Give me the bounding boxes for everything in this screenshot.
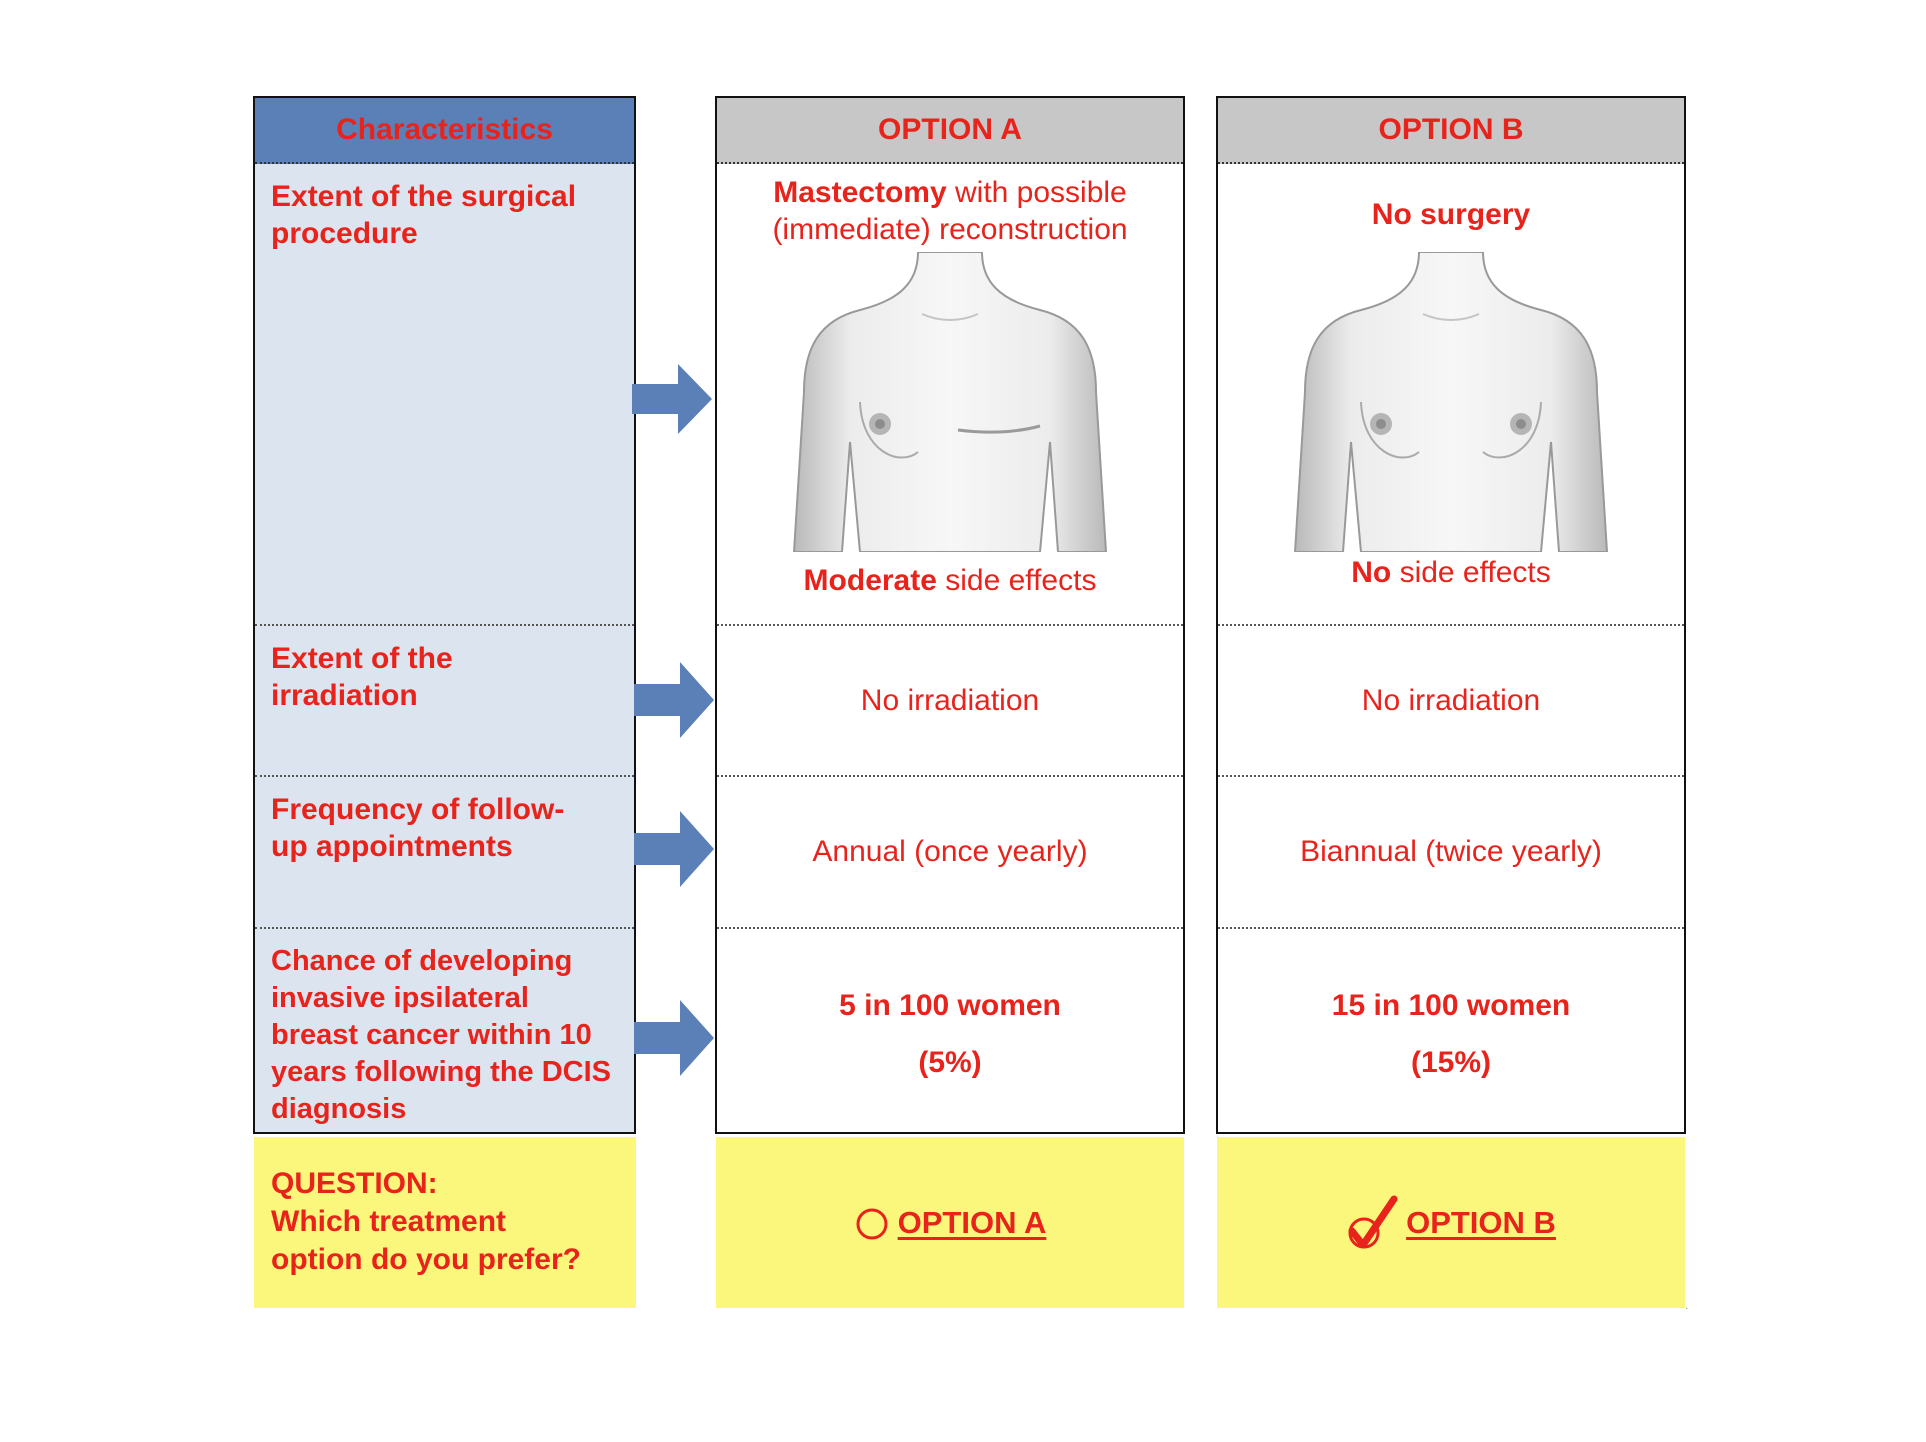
- right-arrow-icon: [634, 811, 716, 887]
- option-a-surgery-text: [717, 174, 1183, 248]
- option-b-risk-line2: (15%): [1410, 1046, 1492, 1079]
- empty-circle-icon[interactable]: [854, 1205, 890, 1241]
- option-a-risk: [717, 977, 1183, 1091]
- option-a-follow-up-cell: [717, 777, 1183, 929]
- option-b-irradiation-cell: [1218, 626, 1684, 777]
- right-arrow-icon: [634, 662, 716, 738]
- option-a-surgery-bold: Mastectomy: [773, 176, 947, 209]
- characteristic-label-risk: Chance of developing invasive ipsilateral breast cancer within 10 years following the DCIS diagnosis: [271, 945, 611, 1125]
- option-b-follow-up: Biannual (twice yearly): [1300, 835, 1602, 868]
- option-a-header: [717, 98, 1183, 164]
- option-a-risk-line2: (5%): [918, 1046, 982, 1079]
- option-b-side-effects-rest: side effects: [1399, 556, 1551, 589]
- question-box: [254, 1137, 636, 1308]
- question-line2: Which treatment: [271, 1205, 507, 1238]
- characteristic-label-irradiation: Extent of the irradiation: [271, 642, 453, 712]
- characteristic-row-follow-up: [255, 777, 634, 929]
- option-b-side-effects: [1218, 556, 1684, 590]
- option-a-irradiation-cell: [717, 626, 1183, 777]
- right-arrow-icon: [634, 1000, 716, 1076]
- option-b-header: [1218, 98, 1684, 164]
- question-text: [271, 1165, 581, 1279]
- option-b-follow-up-cell: [1218, 777, 1684, 929]
- option-a-choice-label[interactable]: OPTION A: [897, 1204, 1047, 1240]
- option-b-surgery-text: No surgery: [1371, 198, 1531, 231]
- characteristic-label-surgery: Extent of the surgical procedure: [271, 180, 577, 250]
- option-a-irradiation: No irradiation: [860, 683, 1040, 717]
- option-a-surgery-cell: [717, 164, 1183, 626]
- characteristics-header: [255, 98, 634, 164]
- checkmark-circle-icon[interactable]: [1346, 1193, 1398, 1253]
- characteristic-label-follow-up: Frequency of follow-up appointments: [271, 793, 565, 863]
- torso-intact-figure: [1291, 252, 1611, 552]
- option-a-choice-box: [716, 1137, 1184, 1308]
- torso-mastectomy-figure: [790, 252, 1110, 552]
- option-b-risk: [1218, 977, 1684, 1091]
- option-a-follow-up: Annual (once yearly): [812, 835, 1088, 868]
- option-b-irradiation: No irradiation: [1361, 683, 1541, 717]
- option-a-radio[interactable]: [716, 1137, 1184, 1308]
- option-b-risk-line1: 15 in 100 women: [1331, 989, 1571, 1022]
- option-b-choice-box: [1217, 1137, 1685, 1308]
- characteristic-row-surgery: [255, 164, 634, 626]
- option-b-surgery-cell: [1218, 164, 1684, 626]
- option-a-risk-line1: 5 in 100 women: [839, 989, 1061, 1022]
- corner-mark: ·: [1685, 1303, 1689, 1314]
- option-b-header-label: OPTION B: [1378, 113, 1524, 146]
- characteristic-row-risk: [255, 929, 634, 1132]
- option-a-surgery-line2: (immediate) reconstruction: [772, 213, 1128, 246]
- option-a-risk-cell: [717, 929, 1183, 1132]
- question-line1: QUESTION:: [271, 1167, 438, 1200]
- right-arrow-icon: [632, 364, 714, 434]
- option-b-column: [1216, 96, 1686, 1134]
- option-a-side-effects: [717, 564, 1183, 598]
- option-b-risk-cell: [1218, 929, 1684, 1132]
- option-a-surgery-rest: with possible: [954, 176, 1127, 209]
- characteristic-row-irradiation: [255, 626, 634, 777]
- characteristics-header-label: Characteristics: [336, 113, 553, 146]
- option-a-column: [715, 96, 1185, 1134]
- characteristics-column: [253, 96, 636, 1134]
- option-a-side-effects-bold: Moderate: [803, 564, 937, 597]
- option-a-side-effects-rest: side effects: [945, 564, 1097, 597]
- option-b-choice-label[interactable]: OPTION B: [1406, 1204, 1556, 1240]
- option-b-radio[interactable]: [1217, 1137, 1685, 1308]
- option-a-header-label: OPTION A: [878, 113, 1022, 146]
- option-b-side-effects-bold: No: [1351, 556, 1392, 589]
- question-line3: option do you prefer?: [271, 1243, 581, 1276]
